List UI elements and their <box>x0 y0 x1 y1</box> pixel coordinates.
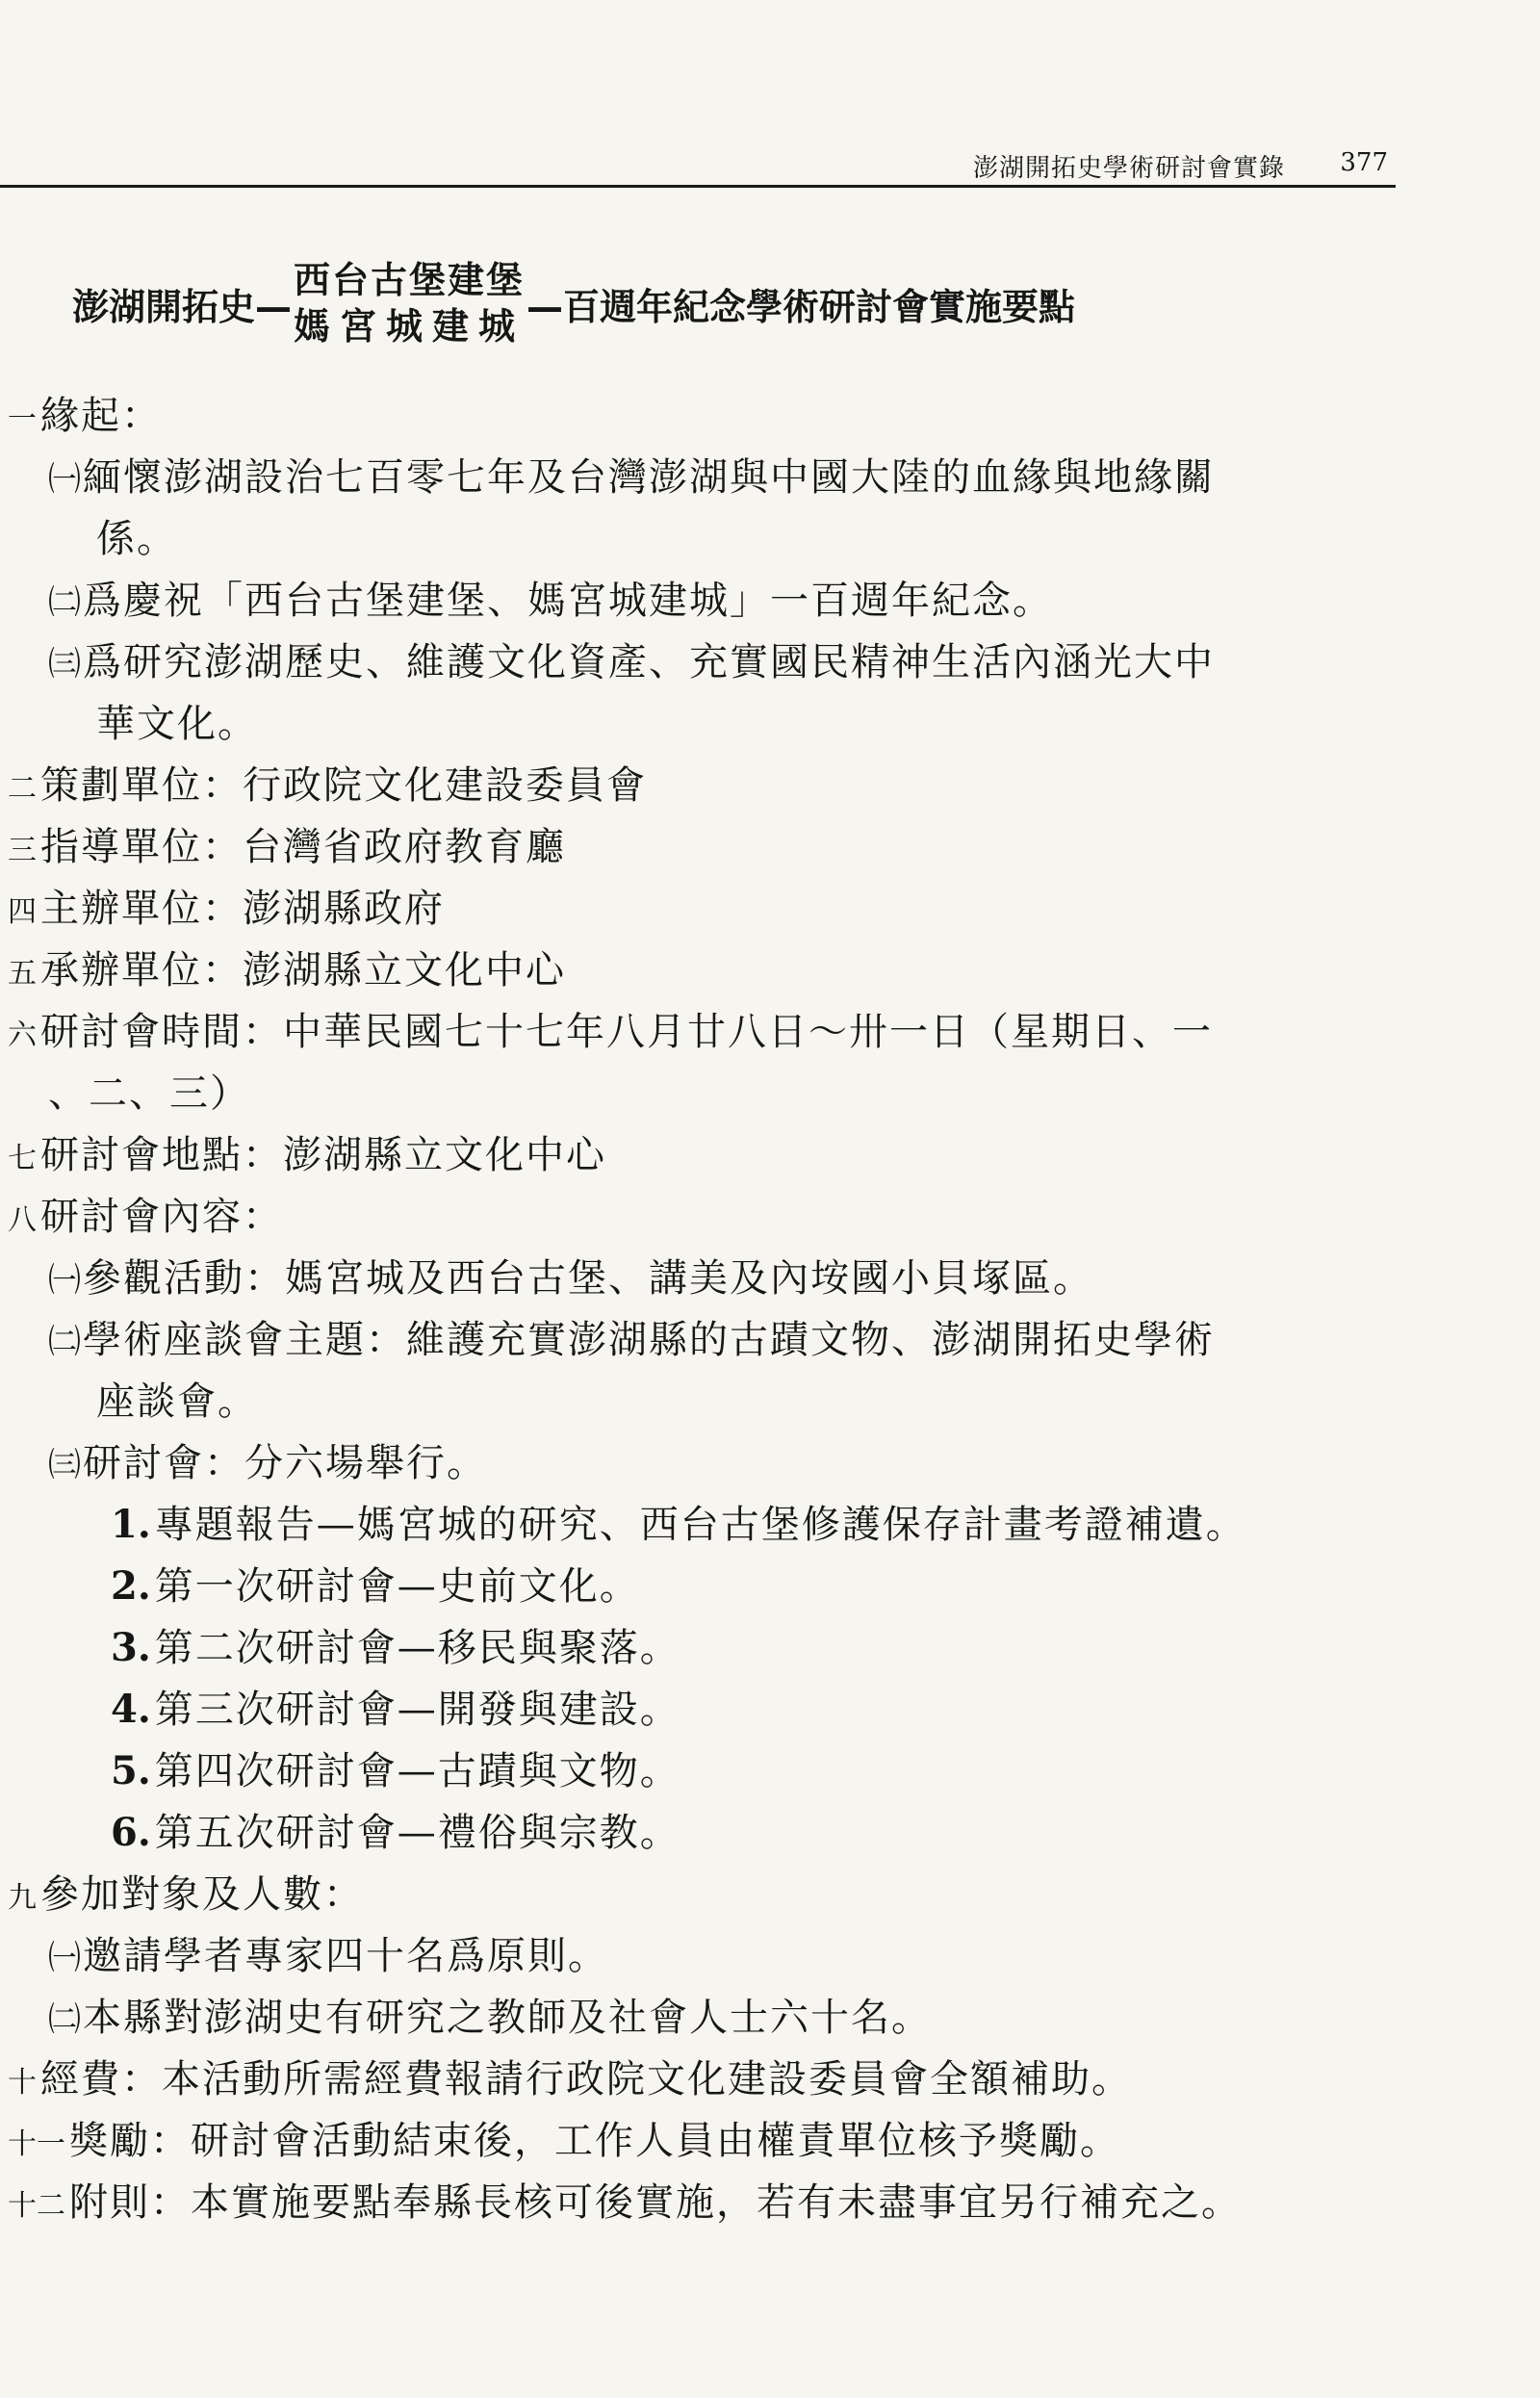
list-item-text: 第二次研討會—移民與聚落。 <box>154 1626 680 1670</box>
subsection-text: 爲研究澎湖歷史、維護文化資產、充實國民精神生活內涵光大中 <box>83 640 1215 684</box>
subsection-number: ㈢ <box>48 645 81 683</box>
section-text: 參加對象及人數： <box>40 1872 364 1917</box>
section-1 <box>0 385 1444 447</box>
section-text: 指導單位：台灣省政府教育廳 <box>40 825 566 869</box>
title-right: —百週年紀念學術研討會實施要點 <box>526 285 1076 328</box>
section-number: 七 <box>8 1142 37 1175</box>
list-item-text: 第五次研討會—禮俗與宗教。 <box>154 1811 680 1855</box>
list-item <box>0 1679 1444 1740</box>
list-item-number: 3. <box>111 1625 151 1670</box>
list-item <box>0 1740 1444 1802</box>
list-item-number: 2. <box>111 1563 151 1609</box>
section-number: 十一 <box>8 2127 65 2161</box>
subsection-text: 研討會：分六場舉行。 <box>83 1441 487 1485</box>
subsection-text: 學術座談會主題：維護充實澎湖縣的古蹟文物、澎湖開拓史學術 <box>83 1318 1215 1362</box>
section-text: 研討會時間：中華民國七十七年八月廿八日～卅一日（星期日、一 <box>40 1010 1213 1054</box>
subsection-text: 本縣對澎湖史有研究之教師及社會人士六十名。 <box>83 1996 932 2040</box>
subsection-number: ㈡ <box>48 1323 81 1361</box>
title-left: 澎湖開拓史— <box>72 285 293 328</box>
section-text: 研討會地點：澎湖縣立文化中心 <box>40 1133 606 1177</box>
section-number: 二 <box>8 772 37 806</box>
subsection-text: 參觀活動：媽宮城及西台古堡、講美及內垵國小貝塚區。 <box>83 1256 1093 1301</box>
section-3 <box>0 816 1444 878</box>
title-stack-top: 西台古堡建堡 <box>294 259 526 301</box>
section-8 <box>0 1186 1444 1248</box>
section-text: 經費：本活動所需經費報請行政院文化建設委員會全額補助。 <box>40 2057 1132 2101</box>
subsection-8-2-cont: 座談會。 <box>96 1379 258 1424</box>
list-item-number: 1. <box>111 1502 151 1547</box>
section-6-cont: 、二、三） <box>48 1071 250 1116</box>
section-number: 四 <box>8 895 37 929</box>
section-number: 五 <box>8 957 37 991</box>
list-item <box>0 1494 1444 1556</box>
subsection-1-3 <box>0 632 1444 693</box>
list-item-text: 第四次研討會—古蹟與文物。 <box>154 1749 680 1793</box>
subsection-text: 緬懷澎湖設治七百零七年及台灣澎湖與中國大陸的血緣與地緣關 <box>83 455 1215 500</box>
list-item-number: 4. <box>111 1687 151 1732</box>
list-item-text: 專題報告—媽宮城的研究、西台古堡修護保存計畫考證補遺。 <box>154 1503 1246 1547</box>
subsection-1-1-cont: 係。 <box>96 517 177 561</box>
section-number: 八 <box>8 1203 37 1237</box>
section-text: 研討會內容： <box>40 1195 283 1239</box>
list-item-number: 5. <box>111 1748 151 1793</box>
section-5 <box>0 940 1444 1001</box>
section-text: 獎勵：研討會活動結束後，工作人員由權責單位核予獎勵。 <box>69 2119 1120 2163</box>
section-text: 承辦單位：澎湖縣立文化中心 <box>40 948 566 993</box>
subsection-text: 爲慶祝「西台古堡建堡、媽宮城建城」一百週年紀念。 <box>83 579 1053 623</box>
list-item <box>0 1556 1444 1617</box>
page-header <box>0 144 1396 188</box>
subsection-1-2 <box>0 570 1444 632</box>
title-stack-bottom: 媽宮城建城 <box>294 305 526 348</box>
section-text: 策劃單位：行政院文化建設委員會 <box>40 763 647 808</box>
section-text: 緣起： <box>40 394 162 438</box>
section-10 <box>0 2049 1444 2110</box>
subsection-number: ㈠ <box>48 460 81 499</box>
subsection-1-3-cont: 華文化。 <box>96 702 258 746</box>
list-item-number: 6. <box>111 1810 151 1855</box>
running-title: 澎湖開拓史學術研討會實錄 <box>972 154 1285 183</box>
subsection-text: 邀請學者專家四十名爲原則。 <box>83 1934 608 1978</box>
subsection-number: ㈠ <box>48 1939 81 1977</box>
subsection-8-3 <box>0 1432 1444 1494</box>
subsection-number: ㈡ <box>48 2000 81 2039</box>
subsection-1-1 <box>0 447 1444 508</box>
section-text: 主辦單位：澎湖縣政府 <box>40 887 445 931</box>
section-9 <box>0 1864 1444 1925</box>
title-stack <box>294 257 525 349</box>
section-number: 十二 <box>8 2189 65 2223</box>
section-number: 六 <box>8 1019 37 1052</box>
document-title <box>72 255 1075 351</box>
section-text: 附則：本實施要點奉縣長核可後實施，若有未盡事宜另行補充之。 <box>69 2180 1242 2225</box>
section-6 <box>0 1001 1444 1063</box>
page-number: 377 <box>1340 148 1388 177</box>
section-4 <box>0 878 1444 940</box>
section-number: 九 <box>8 1881 37 1915</box>
section-number: 十 <box>8 2066 37 2100</box>
subsection-number: ㈠ <box>48 1261 81 1300</box>
section-11 <box>0 2110 1444 2172</box>
section-number: 一 <box>8 402 37 436</box>
section-number: 三 <box>8 834 37 867</box>
subsection-number: ㈢ <box>48 1446 81 1484</box>
list-item-text: 第三次研討會—開發與建設。 <box>154 1688 680 1732</box>
section-7 <box>0 1124 1444 1186</box>
subsection-8-1 <box>0 1248 1444 1309</box>
subsection-9-1 <box>0 1925 1444 1987</box>
document-body <box>0 385 1444 2233</box>
list-item <box>0 1617 1444 1679</box>
subsection-8-2 <box>0 1309 1444 1371</box>
section-2 <box>0 755 1444 816</box>
subsection-number: ㈡ <box>48 583 81 622</box>
section-12 <box>0 2172 1444 2233</box>
subsection-9-2 <box>0 1987 1444 2049</box>
list-item <box>0 1802 1444 1864</box>
list-item-text: 第一次研討會—史前文化。 <box>154 1564 640 1609</box>
